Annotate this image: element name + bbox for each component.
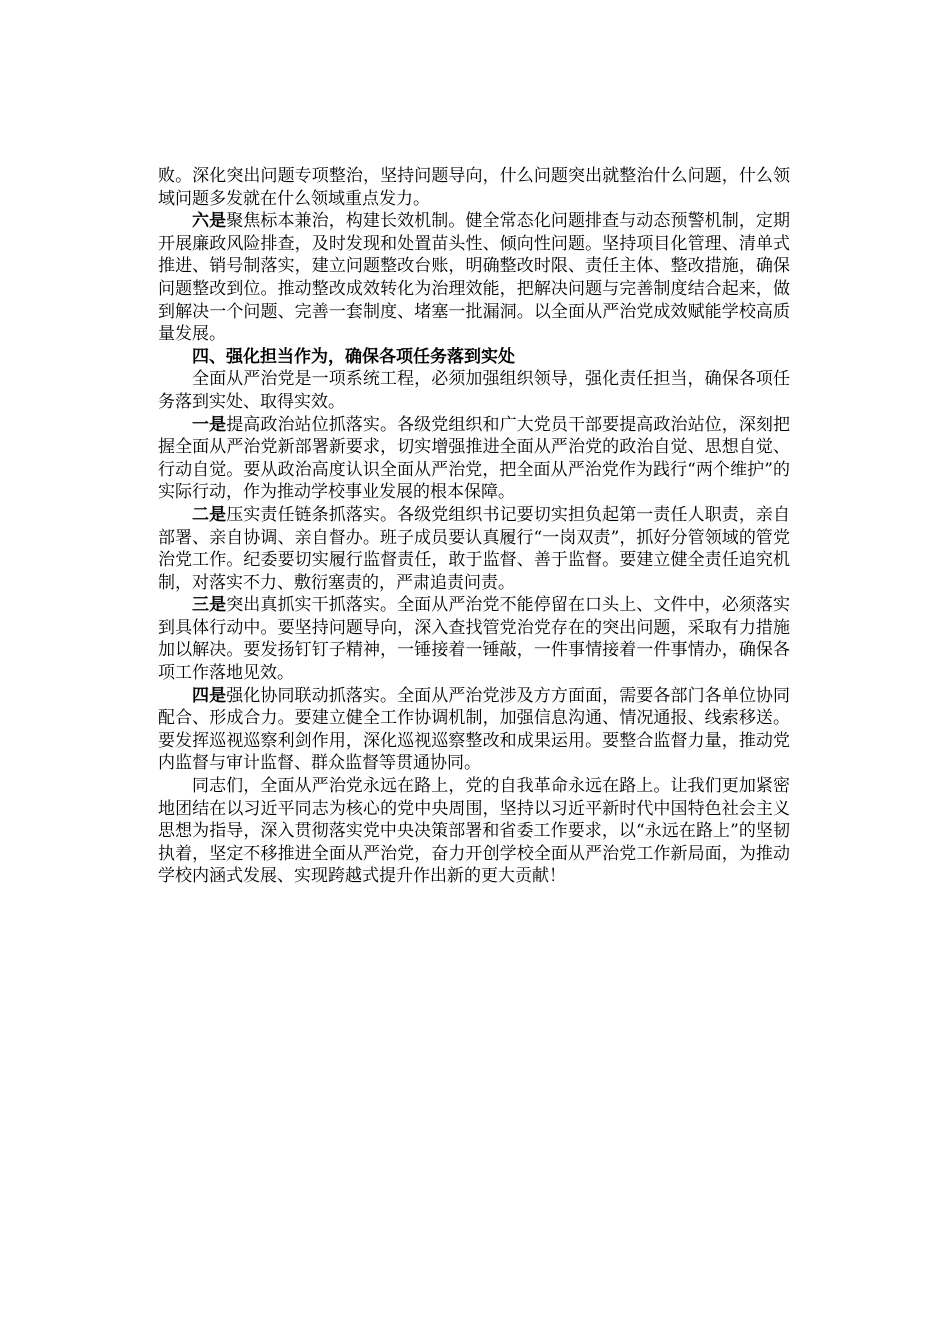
- paragraph-point-three: [158, 594, 790, 684]
- paragraph-text: 突出真抓实干抓落实。全面从严治党不能停留在口头上、文件中，必须落实到具体行动中。要坚持问题导向，深入查找管党治党存在的突出问题，采取有力措施加以解决。要发扬钉钉子精神，一锤接着一锤敲，一件事情接着一件事情办，确保各项工作落地见效。: [158, 595, 791, 684]
- paragraph-closing: [158, 775, 790, 888]
- paragraph-point-four: [158, 685, 790, 775]
- paragraph-text: 提高政治站位抓落实。各级党组织和广大党员干部要提高政治站位，深刻把握全面从严治党新部署新要求，切实增强推进全面从严治党的政治自觉、思想自觉、行动自觉。要从政治高度认识全面从严治党，把全面从严治党作为践行“两个维护”的实际行动，作为推动学校事业发展的根本保障。: [158, 414, 791, 503]
- paragraph-point-one: [158, 414, 790, 504]
- paragraph-text: 败。深化突出问题专项整治，坚持问题导向，什么问题突出就整治什么问题，什么领域问题多发就在什么领域重点发力。: [158, 166, 790, 209]
- paragraph-lead: 三是: [192, 595, 227, 616]
- paragraph-lead: 六是: [192, 211, 227, 232]
- paragraph-lead: 四是: [192, 685, 227, 706]
- paragraph-lead: 二是: [192, 504, 227, 525]
- document-body: [158, 165, 790, 888]
- paragraph-text: 聚焦标本兼治，构建长效机制。健全常态化问题排查与动态预警机制，定期开展廉政风险排查，及时发现和处置苗头性、倾向性问题。坚持项目化管理、清单式推进、销号制落实，建立问题整改台账，明确整改时限、责任主体、整改措施，确保问题整改到位。推动整改成效转化为治理效能，把解决问题与完善制度结合起来，做到解决一个问题、完善一套制度、堵塞一批漏洞。以全面从严治党成效赋能学校高质量发展。: [158, 211, 791, 345]
- paragraph-continuation: [158, 165, 790, 210]
- paragraph-text: 同志们，全面从严治党永远在路上，党的自我革命永远在路上。让我们更加紧密地团结在以习近平同志为核心的党中央周围，坚持以习近平新时代中国特色社会主义思想为指导，深入贯彻落实党中央决策部署和省委工作要求，以“永远在路上”的坚韧执着，坚定不移推进全面从严治党，奋力开创学校全面从严治党工作新局面，为推动学校内涵式发展、实现跨越式提升作出新的更大贡献！: [158, 776, 790, 887]
- section-heading: 四、强化担当作为，确保各项任务落到实处: [192, 346, 515, 367]
- paragraph-text: 全面从严治党是一项系统工程，必须加强组织领导，强化责任担当，确保各项任务落到实处、取得实效。: [158, 369, 790, 412]
- paragraph-text: 强化协同联动抓落实。全面从严治党涉及方方面面，需要各部门各单位协同配合、形成合力。要建立健全工作协调机制，加强信息沟通、情况通报、线索移送。要发挥巡视巡察利剑作用，深化巡视巡察整改和成果运用。要整合监督力量，推动党内监督与审计监督、群众监督等贯通协同。: [158, 685, 791, 774]
- paragraph-intro: [158, 368, 790, 413]
- paragraph-lead: 一是: [192, 414, 227, 435]
- paragraph-text: 压实责任链条抓落实。各级党组织书记要切实担负起第一责任人职责，亲自部署、亲自协调、亲自督办。班子成员要认真履行“一岗双责”，抓好分管领域的管党治党工作。纪委要切实履行监督责任，敢于监督、善于监督。要建立健全责任追究机制，对落实不力、敷衍塞责的，严肃追责问责。: [158, 504, 791, 593]
- paragraph-point-two: [158, 504, 790, 594]
- paragraph-point-six: [158, 210, 790, 346]
